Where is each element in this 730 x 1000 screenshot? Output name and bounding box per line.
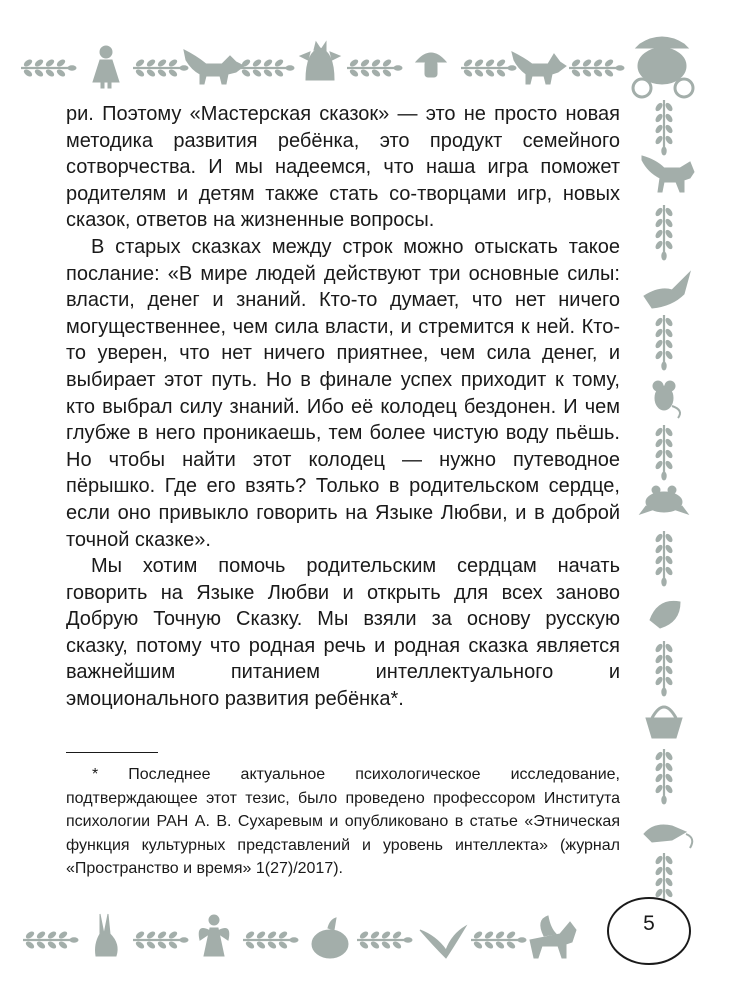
sprig-icon (655, 749, 673, 804)
sprig-icon (461, 59, 516, 77)
rat-icon (644, 825, 692, 848)
sprig-icon (21, 59, 76, 77)
frog-icon (640, 486, 688, 514)
sprig-icon (243, 931, 298, 949)
fairy-icon (199, 915, 229, 956)
sprig-icon (655, 425, 673, 480)
fox-icon (184, 50, 244, 84)
winged-horse-icon (530, 916, 576, 958)
mushroom-icon (416, 53, 446, 77)
sprig-icon (655, 100, 673, 155)
girl-silhouette-icon (93, 46, 119, 88)
paragraph-2: В старых сказках между строк можно отыскать такое послание: «В мире людей действуют три основные силы: власти, денег и знаний. Кто-то думает, что нет ничего могущественнее, чем сила власти, и стремится к ней. Кто-то уверен, что нет ничего приятнее, чем сила денег, и выбирает этот путь. Но в финале успех приходит к тому, кто выбрал силу знаний. Ибо её колодец бездонен. И чем глубже в него проникаешь, тем более чистую воду пьёшь. Но чтобы найти этот колодец — нужно путеводное пёрышко. Где его взять? Только в родительском сердце, если оно привыкло говорить на Языке Любви, и в доброй точной сказке». (66, 235, 620, 551)
footnote-divider (66, 752, 158, 753)
wolf-icon (512, 52, 566, 84)
main-text (66, 101, 620, 713)
sprig-icon (239, 59, 294, 77)
mouse-icon (653, 381, 680, 418)
hedgehog-icon (300, 42, 340, 80)
sprig-icon (655, 315, 673, 370)
sprig-icon (133, 59, 188, 77)
sprig-icon (23, 931, 78, 949)
basket-icon (646, 707, 682, 738)
sprig-icon (357, 931, 412, 949)
paragraph-1: ри. Поэтому «Мастерская сказок» — это не просто новая методика развития ребёнка, это продукт семейного сотворчества. И мы надеемся, что наша игра поможет родителям и детям также стать со-творцами игр, новых сказок, ответов на жизненные вопросы. (66, 103, 620, 232)
sprig-icon (133, 931, 188, 949)
footnote: * Последнее актуальное психологическое исследование, подтверждающее этот тезис, было проведено профессором Института психологии РАН А. В. Сухаревым и опубликовано в статье «Этническая функция культурных представлений и уровень интеллекта» (журнал «Пространство и время» 1(27)/2017). (66, 766, 620, 877)
pumpkin-icon (312, 918, 348, 958)
pumpkin-carriage-icon (633, 37, 693, 97)
paragraph-3: Мы хотим помочь родительским сердцам начать говорить на Языке Любви и открыть для всех заново Добрую Точную Сказку. Мы взяли за основу русскую сказку, потому что родная речь и родная сказка является важнейшим питанием интеллектуального и эмоционального развития ребёнка*. (66, 555, 620, 711)
page-number: 5 (643, 912, 655, 935)
sprig-icon (471, 931, 526, 949)
sprig-icon (569, 59, 624, 77)
leaf-icon (650, 601, 680, 628)
hare-icon (96, 914, 118, 956)
sprig-icon (655, 641, 673, 696)
wolf-icon (642, 156, 694, 192)
sprig-icon (347, 59, 402, 77)
bird-icon (644, 272, 690, 308)
sprig-icon (655, 531, 673, 586)
swallow-icon (420, 926, 466, 958)
sprig-icon (655, 205, 673, 260)
